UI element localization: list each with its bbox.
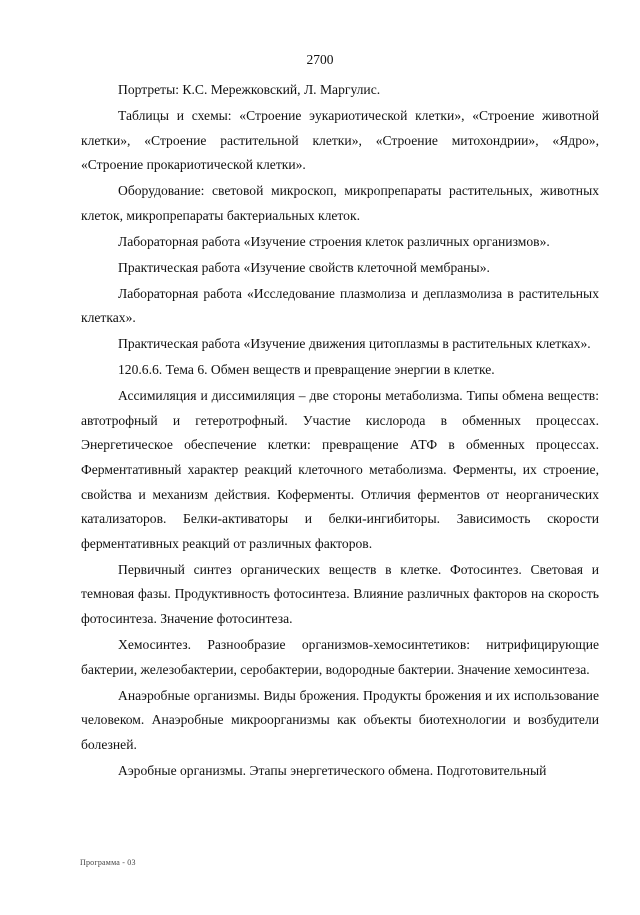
paragraph-aerobic: Аэробные организмы. Этапы энергетического обмена. Подготовительный (118, 762, 547, 778)
section-heading-topic-6: 120.6.6. Тема 6. Обмен веществ и превращение энергии в клетке. (118, 362, 495, 378)
paragraph-portraits: Портреты: К.С. Мережковский, Л. Маргулис. (118, 82, 381, 97)
paragraph-tables-schemes: Таблицы и схемы: «Строение эукариотической клетки», «Строение животной клетки», «Строение растительной клетки», «Строение митохондрии», «Ядро», «Строение прокариотической клетки». (81, 107, 599, 173)
paragraph-lab-work-cells: Лабораторная работа «Изучение строения клеток различных организмов». (118, 233, 550, 249)
paragraph-lab-work-plasmolysis: Лабораторная работа «Исследование плазмолиза и деплазмолиза в растительных клетках». (81, 285, 599, 326)
paragraph-practical-cytoplasm: Практическая работа «Изучение движения цитоплазмы в растительных клетках». (118, 336, 591, 352)
paragraph-practical-membrane: Практическая работа «Изучение свойств клеточной мембраны». (118, 259, 490, 275)
paragraph-metabolism: Ассимиляция и диссимиляция – две стороны метаболизма. Типы обмена веществ: автотрофный и гетеротрофный. Участие кислорода в обменных процессах. Энергетическое обеспечение клетки: превращение АТФ в обменных процессах. Ферментативный характер реакций клеточного метаболизма. Ферменты, их строение, свойства и механизм действия. Коферменты. Отличия ферментов от неорганических катализаторов. Белки-активаторы и белки-ингибиторы. Зависимость скорости ферментативных реакций от различных факторов. (81, 388, 599, 551)
paragraph-anaerobic: Анаэробные организмы. Виды брожения. Продукты брожения и их использование человеком. Анаэробные микроорганизмы как объекты биотехнологии и возбудители болезней. (81, 687, 599, 752)
paragraph-chemosynthesis: Хемосинтез. Разнообразие организмов-хемосинтетиков: нитрифицирующие бактерии, железобактерии, серобактерии, водородные бактерии. Значение хемосинтеза. (81, 636, 599, 677)
page-footer: Программа - 03 (80, 858, 136, 867)
paragraph-photosynthesis: Первичный синтез органических веществ в клетке. Фотосинтез. Световая и темновая фазы. Продуктивность фотосинтеза. Влияние различных факторов на скорость фотосинтеза. Значение фотосинтеза. (81, 561, 599, 626)
page-number: 2700 (306, 52, 334, 67)
document-body (81, 78, 599, 785)
paragraph-equipment: Оборудование: световой микроскоп, микропрепараты растительных, животных клеток, микропрепараты бактериальных клеток. (81, 183, 599, 223)
